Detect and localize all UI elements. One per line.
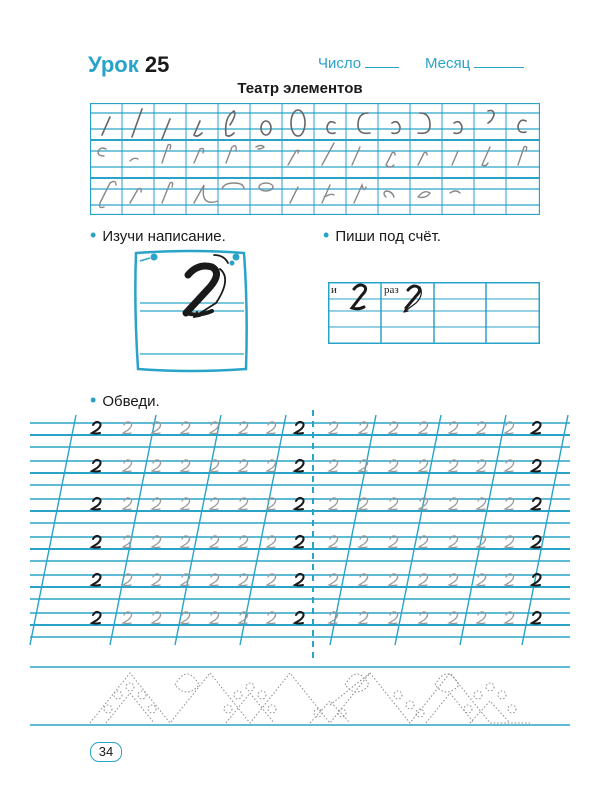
month-label: Месяц bbox=[425, 55, 471, 72]
day-line[interactable] bbox=[365, 66, 399, 68]
page-number: 34 bbox=[90, 742, 122, 762]
lesson-number: 25 bbox=[144, 52, 170, 77]
lesson-heading bbox=[88, 52, 169, 78]
month-line[interactable] bbox=[474, 66, 524, 68]
elements-grid bbox=[90, 103, 540, 215]
bullet-icon: • bbox=[90, 390, 97, 410]
count-cell-i: и bbox=[331, 284, 337, 296]
tracing-area[interactable] bbox=[0, 405, 600, 745]
bullet-icon: • bbox=[323, 225, 330, 245]
count-cell-raz: раз bbox=[384, 284, 399, 296]
instruction-study: • Изучи написание. bbox=[90, 225, 226, 245]
day-label: Число bbox=[318, 55, 362, 72]
pinned-card bbox=[132, 247, 252, 375]
count-table bbox=[328, 282, 540, 344]
month-field[interactable] bbox=[425, 55, 524, 72]
lesson-word: Урок bbox=[88, 52, 139, 77]
page-title: Театр элементов bbox=[237, 80, 363, 97]
instruction-trace: • Обведи. bbox=[90, 390, 160, 410]
zigzag-border bbox=[90, 673, 530, 723]
day-field[interactable] bbox=[318, 55, 399, 72]
bullet-icon: • bbox=[90, 225, 97, 245]
instruction-count: • Пиши под счёт. bbox=[323, 225, 441, 245]
